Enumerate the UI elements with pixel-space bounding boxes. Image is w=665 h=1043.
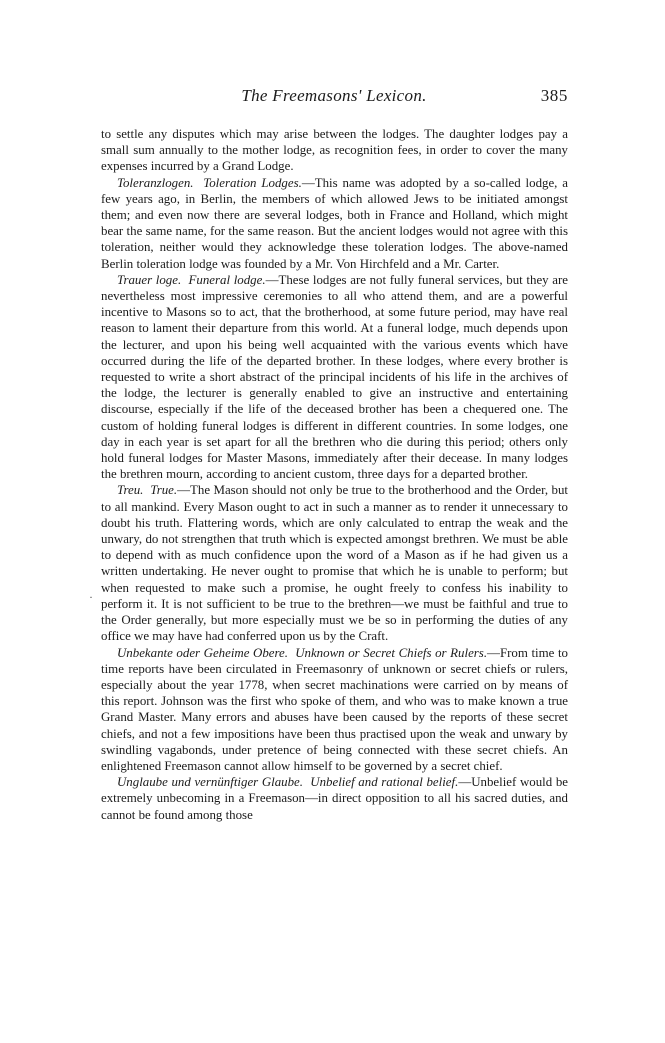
text-block (101, 126, 568, 823)
running-title: The Freemasons' Lexicon. (241, 86, 427, 105)
entry-translation: Toleration Lodges. (203, 175, 302, 190)
entry-translation: Unknown or Secret Chiefs or Rulers. (295, 645, 488, 660)
running-head (100, 86, 568, 110)
entry-toleranzlogen (101, 175, 568, 272)
entry-text: —From time to time reports have been circulated in Freemasonry of unknown or secret chiefs or rulers, especially about the year 1778, when secret machinations were carried on by means of this report. Johnson was the first who spoke of them, and who was to make known a true Grand Master. Many errors and abuses have been caused by the reports of these secret chiefs, and not a few impositions have been thus practised upon the weak and unwary by swindling vagabonds, under pretence of being connected with these secret chiefs. An enlightened Freemason cannot allow himself to be governed by a secret chief. (101, 645, 568, 773)
entry-translation: Funeral lodge. (188, 272, 266, 287)
entry-text: —The Mason should not only be true to the brotherhood and the Order, but to all mankind. Every Mason ought to act in such a manner as to render it unnecessary to doubt his truth. Flattering words, which are only calculated to entrap the weak and the unwary, do not strengthen that truth which is expected amongst brethren. We must be able to depend with as much confidence upon the word of a Mason as if he had given us a written undertaking. He never ought to promise that which he is unable to perform; but when requested to make such a promise, he ought freely to confess his inability to perform it. It is not sufficient to be true to the brethren—we must be faithful and true to the Order generally, but more especially must we be so in performing the duties of any office we may have had conferred upon us by the Craft. (101, 483, 568, 644)
entry-headword: Unglaube und vernünftiger Glaube. (117, 775, 303, 790)
entry-translation: True. (150, 483, 178, 498)
opening-text: to settle any disputes which may arise between the lodges. The daughter lodges pay a small sum annually to the mother lodge, as recognition fees, in order to cover the many expenses incurred by a Grand Lodge. (101, 127, 568, 174)
page-number: 385 (540, 86, 568, 105)
entry-translation: Unbelief and rational belief. (310, 775, 459, 790)
entry-trauer-loge (101, 272, 568, 483)
entry-text: —Unbelief would be extremely unbecoming in a Freemason—in direct opposition to all his sacred duties, and cannot be found among those (101, 775, 568, 822)
margin-mark: · (89, 590, 93, 604)
entry-unbekante-obere (101, 645, 568, 775)
entry-treu (101, 482, 568, 644)
entry-headword: Toleranzlogen. (117, 175, 194, 190)
entry-text: —These lodges are not fully funeral services, but they are nevertheless most impressive ceremonies to all who attend them, and are a powerful incentive to Masons so to act, that the brotherhood, at some future period, may have real reason to lament their departure from this world. At a funeral lodge, much depends upon the lecturer, and upon his being well acquainted with the various events which have occurred during the life of the departed brother. In these lodges, where every brother is requested to write a short abstract of the principal incidents of his life in the archives of the lodge, the lecturer is generally enabled to give an instructive and entertaining discourse, especially if the life of the deceased brother has been a chequered one. The custom of holding funeral lodges is different in different countries. In some lodges, one day in each year is set apart for all the brethren who die during this period; others only hold funeral lodges for Master Masons, immediately after their decease. In many lodges the brethren mourn, according to ancient custom, three days for a departed brother. (101, 272, 569, 482)
entry-unglaube (101, 774, 568, 823)
opening-paragraph (101, 126, 568, 175)
entry-text: —This name was adopted by a so-called lodge, a few years ago, in Berlin, the members of which allowed Jews to be initiated amongst them; and even now there are several lodges, both in France and Holland, which might bear the same name, for the same reason. But the ancient lodges would not agree with this toleration, neither would they acknowledge these toleration lodges. The above-named Berlin toleration lodge was founded by a Mr. Von Hirchfeld and a Mr. Carter. (101, 175, 568, 271)
entry-headword: Trauer loge. (117, 272, 182, 287)
entry-headword: Unbekante oder Geheime Obere. (117, 645, 289, 660)
entry-headword: Treu. (117, 483, 144, 498)
